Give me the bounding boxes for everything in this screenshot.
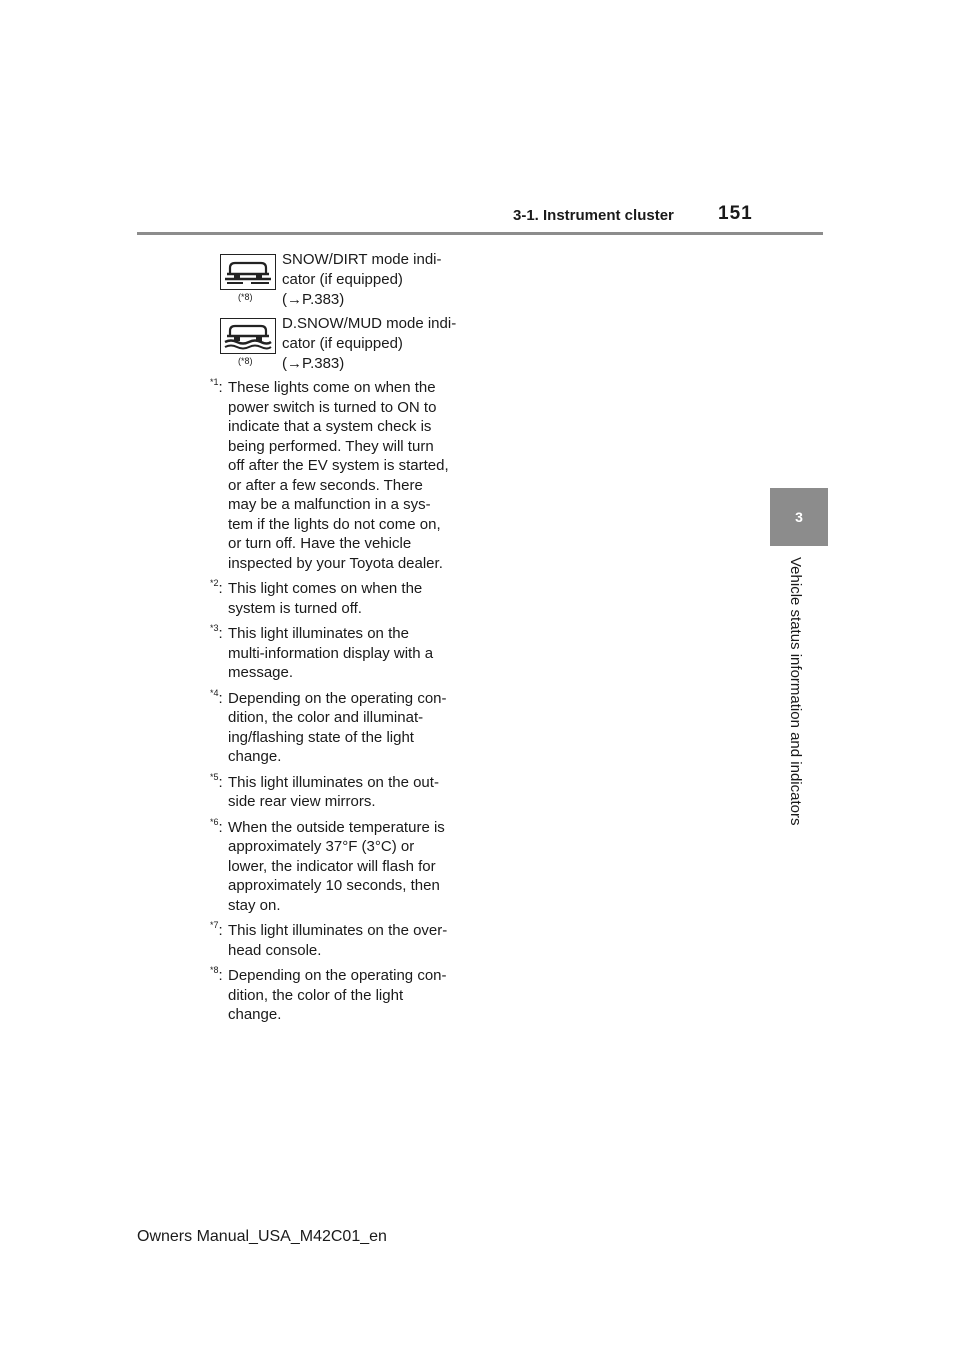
footnote-text: Depending on the operating con- dition, the color and illuminat- ing/flashing state of the light change. [228,689,447,765]
footnote-4 [210,689,470,767]
footnote-text: Depending on the operating con- dition, the color of the light change. [228,967,447,1023]
chapter-number: 3 [795,509,803,525]
footnote-5 [210,773,470,812]
footnote-1 [210,378,470,573]
footnotes-list [210,378,470,1031]
page-reference-link[interactable]: (→P.383) [282,291,345,308]
indicator-footnote-ref: (*8) [238,356,253,366]
footnote-6 [210,818,470,916]
footnote-3 [210,624,470,683]
footnote-text: This light illuminates on the multi-information display with a message. [228,625,434,681]
footnote-mark: $^{*2}$: [210,578,223,597]
page-reference-link[interactable]: (→P.383) [282,355,345,372]
footer-manual-id: Owners Manual_USA_M42C01_en [137,1228,387,1245]
footnote-mark: $^{*5}$: [210,771,223,791]
snow-dirt-mode-icon [220,254,276,290]
d-snow-mud-mode-icon [220,318,276,354]
footnote-mark: $^{*3}$: [210,623,223,642]
header-divider [137,232,823,235]
indicator-description: D.SNOW/MUD mode indi- cator (if equipped) (→P.383) [282,314,482,374]
section-title: 3-1. Instrument cluster [513,207,674,224]
indicator-footnote-ref: (*8) [238,292,253,302]
footnote-mark: $^{*4}$: [210,687,223,707]
indicator-description: SNOW/DIRT mode indi- cator (if equipped) (→P.383) [282,250,482,310]
page-number: 151 [718,203,753,224]
footnote-mark: $^{*6}$: [210,816,223,836]
footnote-text: This light comes on when the system is turned off. [228,580,423,617]
chapter-tab [770,488,828,546]
footnote-text: These lights come on when the power switch is turned to ON to indicate that a system check is being performed. They will turn off after the EV system is started, or after a few seconds. There may be a malfunction in a sys- tem if the lights do not come on, or turn off. Have the vehicle inspected by your Toyota dealer. [228,379,449,572]
footnote-mark: $^{*7}$: [210,920,223,939]
footnote-text: This light illuminates on the out- side rear view mirrors. [228,773,439,810]
footnote-text: This light illuminates on the over- head console. [228,922,448,959]
footnote-8 [210,966,470,1025]
footnote-7 [210,921,470,960]
footnote-text: When the outside temperature is approximately 37°F (3°C) or lower, the indicator will flash for approximately 10 seconds, then stay on. [228,818,445,914]
footnote-2 [210,579,470,618]
chapter-title: Vehicle status information and indicators [787,557,804,826]
footnote-mark: $^{*8}$: [210,965,223,984]
footnote-mark: $^{*1}$: [210,377,223,396]
